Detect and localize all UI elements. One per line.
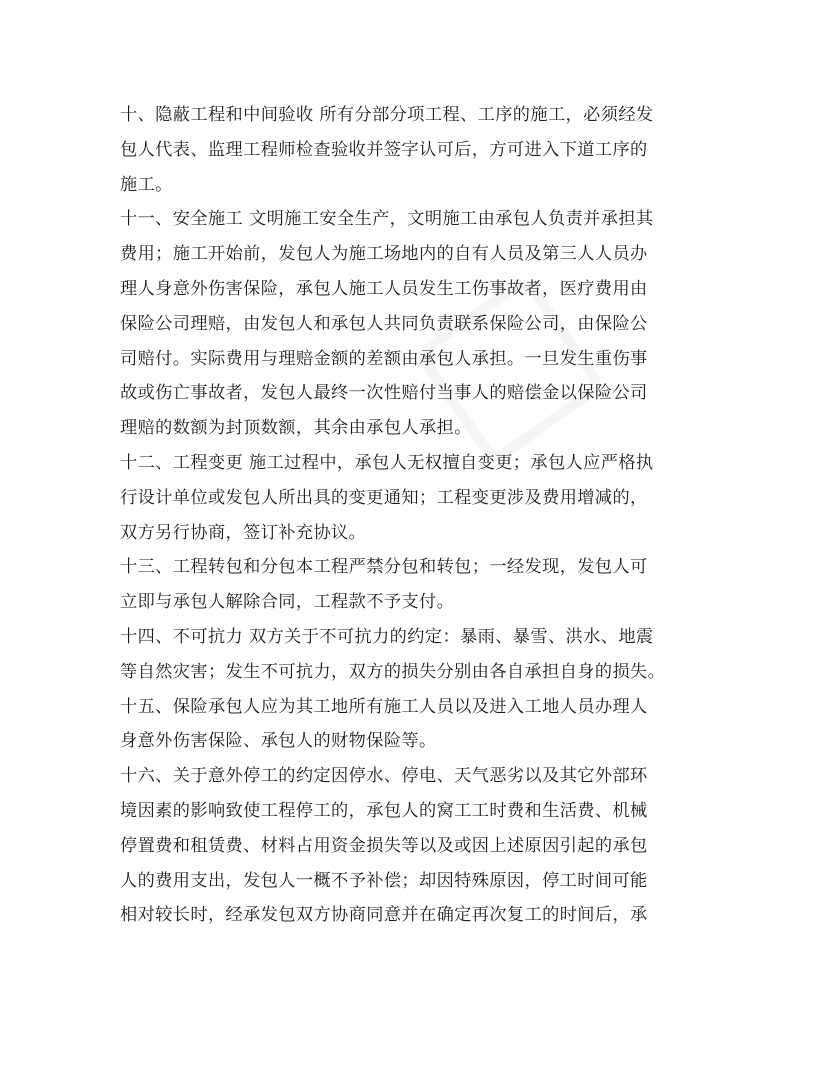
text-line: 等自然灾害；发生不可抗力，双方的损失分别由各自承担自身的损失。 <box>120 661 666 682</box>
text-line: 十四、不可抗力 双方关于不可抗力的约定：暴雨、暴雪、洪水、地震 <box>120 626 654 647</box>
text-line: 理人身意外伤害保险，承包人施工人员发生工伤事故者，医疗费用由 <box>120 278 648 299</box>
text-line: 十二、工程变更 施工过程中，承包人无权擅自变更；承包人应严格执 <box>120 452 654 473</box>
text-line: 理赔的数额为封顶数额，其余由承包人承担。 <box>120 418 472 439</box>
text-line: 相对较长时，经承发包双方协商同意并在确定再次复工的时间后，承 <box>120 905 648 926</box>
text-line: 身意外伤害保险、承包人的财物保险等。 <box>120 731 437 752</box>
text-line: 施工。 <box>120 174 173 195</box>
document-body <box>120 98 720 933</box>
text-line: 司赔付。实际费用与理赔金额的差额由承包人承担。一旦发生重伤事 <box>120 348 648 369</box>
text-line: 境因素的影响致使工程停工的，承包人的窝工工时费和生活费、机械 <box>120 800 648 821</box>
text-line: 费用；施工开始前，发包人为施工场地内的自有人员及第三人人员办 <box>120 244 648 265</box>
text-line: 十三、工程转包和分包本工程严禁分包和转包；一经发现，发包人可 <box>120 557 648 578</box>
text-line: 故或伤亡事故者，发包人最终一次性赔付当事人的赔偿金以保险公司 <box>120 383 648 404</box>
text-line: 十五、保险承包人应为其工地所有施工人员以及进入工地人员办理人 <box>120 696 648 717</box>
text-line: 人的费用支出，发包人一概不予补偿；却因特殊原因，停工时间可能 <box>120 870 648 891</box>
text-line: 包人代表、监理工程师检查验收并签字认可后，方可进入下道工序的 <box>120 139 648 160</box>
text-line: 十、隐蔽工程和中间验收 所有分部分项工程、工序的施工，必须经发 <box>120 105 654 125</box>
text-line: 双方另行协商，签订补充协议。 <box>120 522 367 543</box>
text-line: 保险公司理赔，由发包人和承包人共同负责联系保险公司，由保险公 <box>120 313 648 334</box>
text-line: 十六、关于意外停工的约定因停水、停电、天气恶劣以及其它外部环 <box>120 766 648 787</box>
text-line: 停置费和租赁费、材料占用资金损失等以及或因上述原因引起的承包 <box>120 835 648 856</box>
text-line: 十一、安全施工 文明施工安全生产，文明施工由承包人负责并承担其 <box>120 209 654 230</box>
text-line: 行设计单位或发包人所出具的变更通知；工程变更涉及费用增减的， <box>120 487 648 508</box>
text-line: 立即与承包人解除合同，工程款不予支付。 <box>120 592 455 613</box>
